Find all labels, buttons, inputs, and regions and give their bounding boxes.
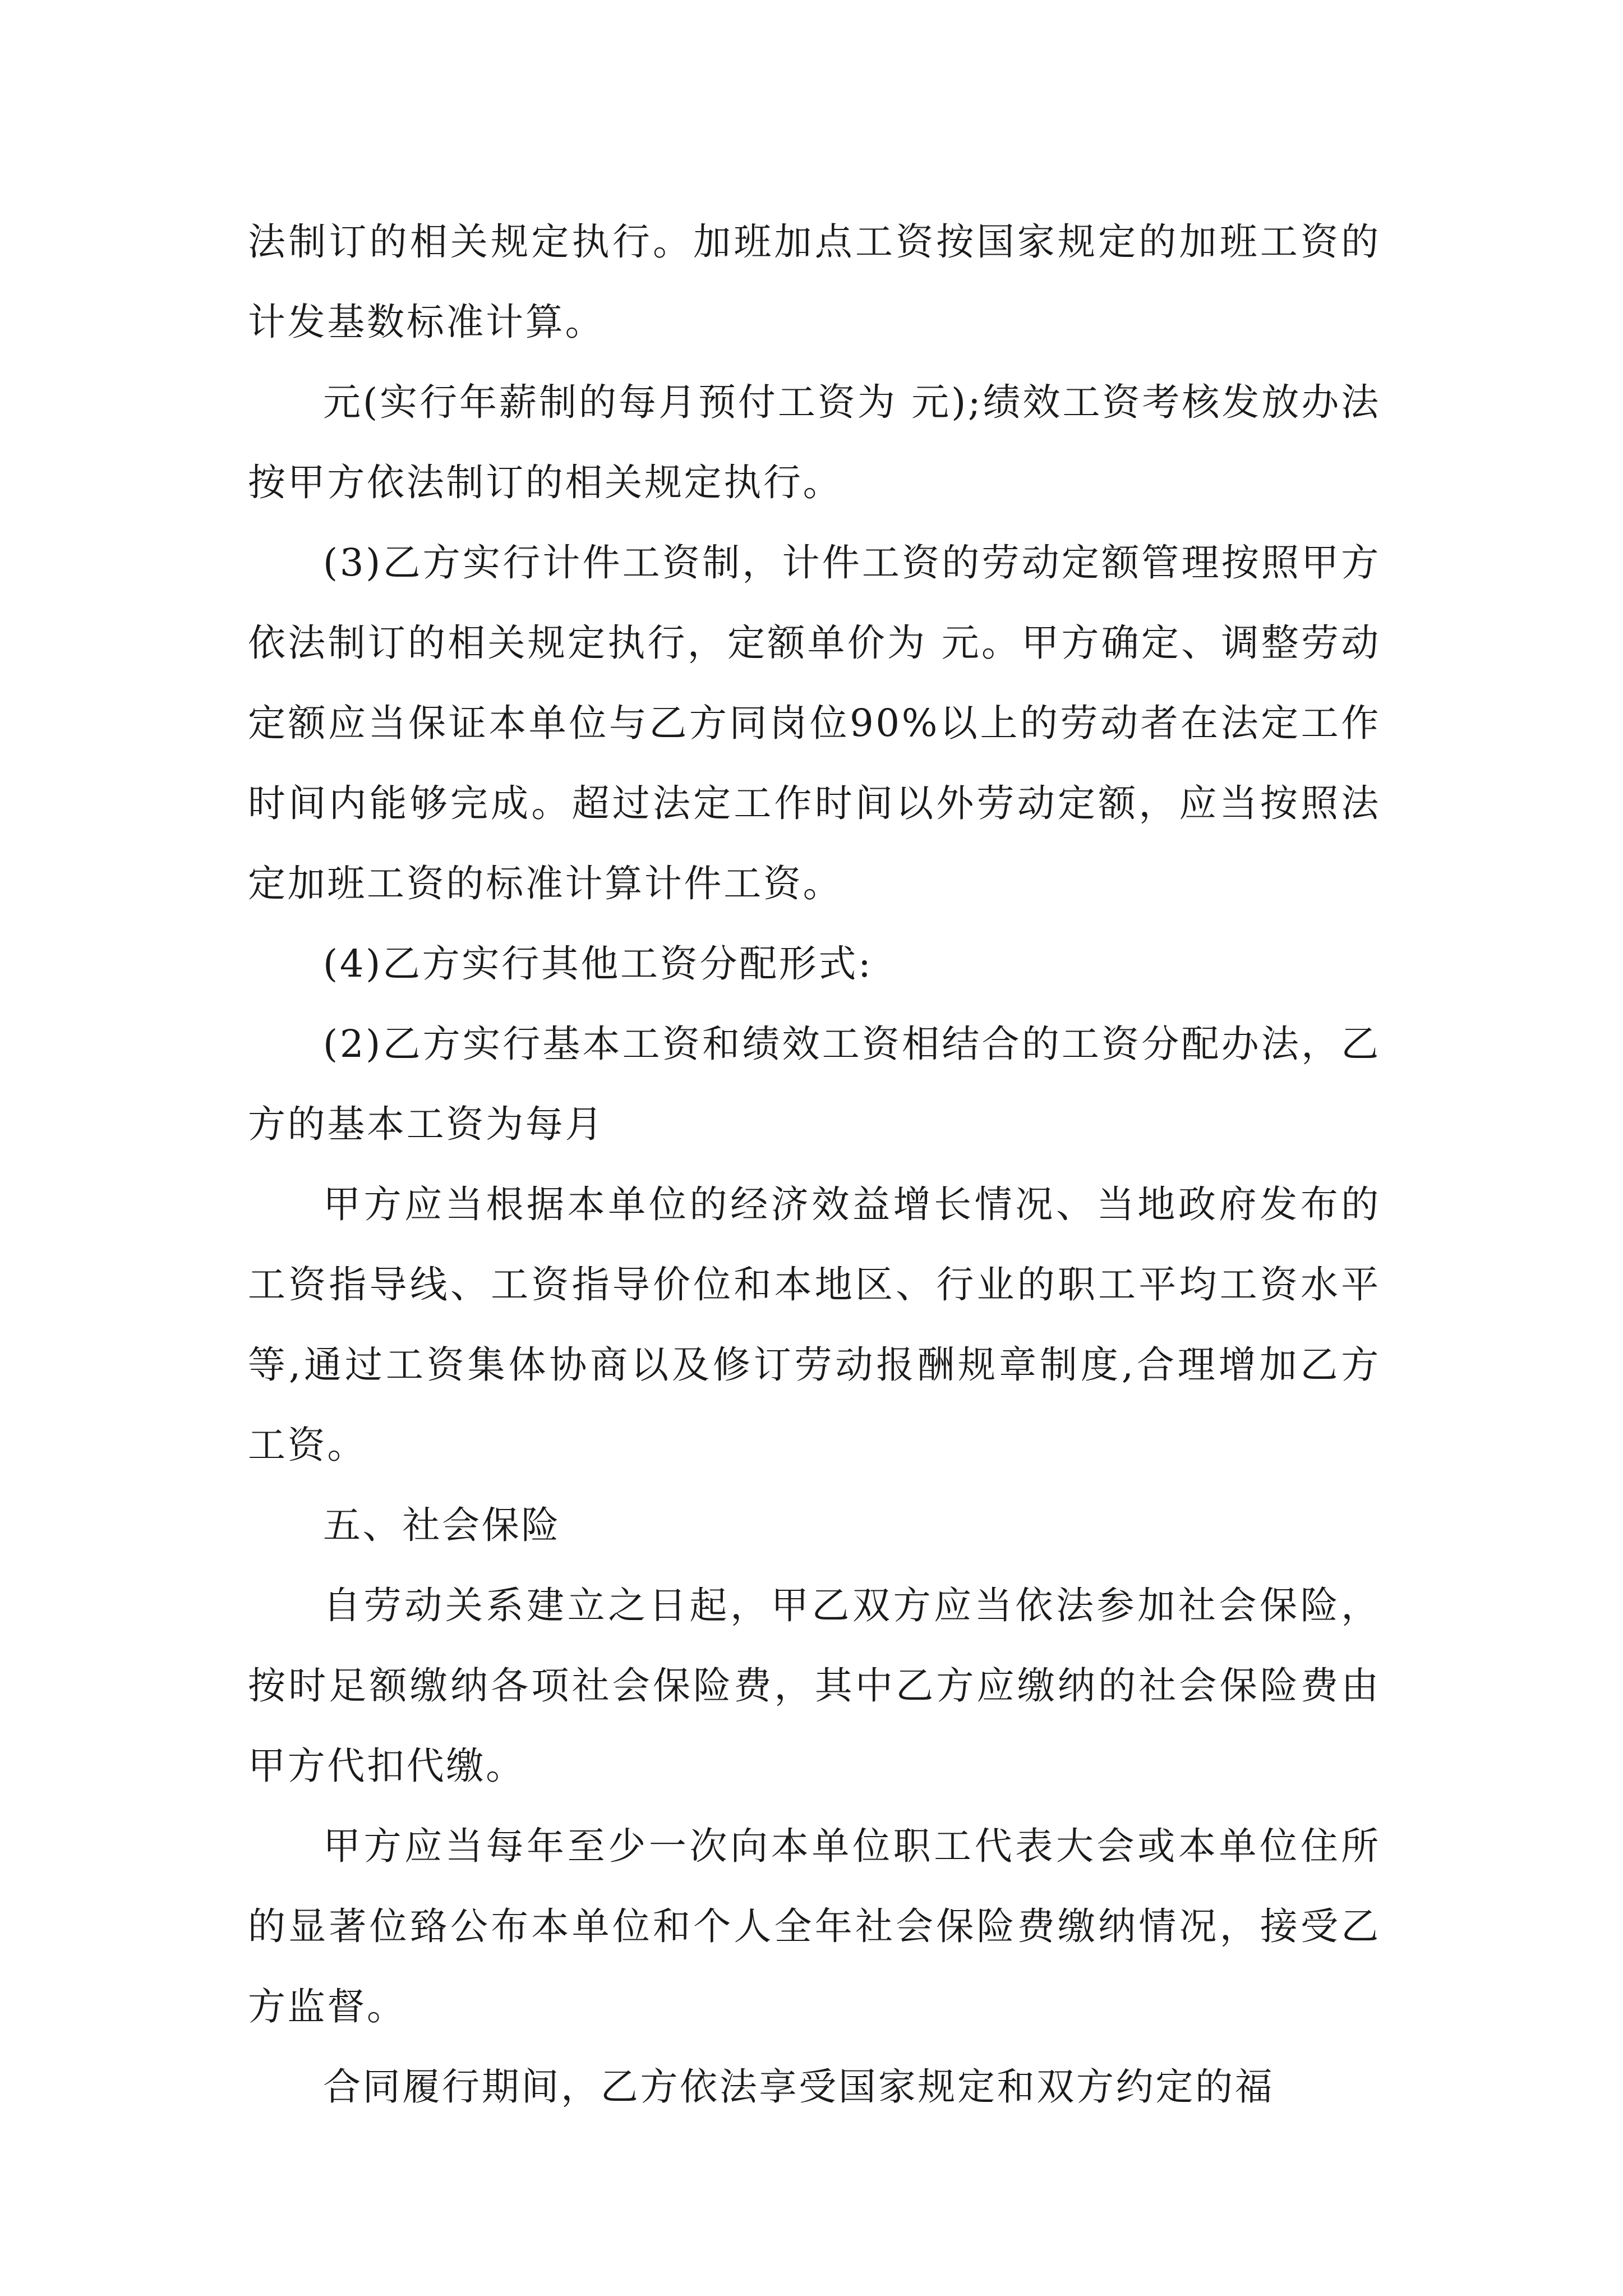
paragraph-basic-performance-wage: (2)乙方实行基本工资和绩效工资相结合的工资分配办法，乙方的基本工资为每月 bbox=[248, 1022, 1381, 1146]
paragraph-annual-salary: 元(实行年薪制的每月预付工资为 元);绩效工资考核发放办法按甲方依法制订的相关规定执行。 bbox=[248, 380, 1381, 504]
paragraph-benefits: 合同履行期间，乙方依法享受国家规定和双方约定的福 bbox=[323, 2065, 1275, 2109]
section-heading-social-insurance: 五、社会保险 bbox=[323, 1503, 561, 1547]
paragraph-piece-rate: (3)乙方实行计件工资制，计件工资的劳动定额管理按照甲方依法制订的相关规定执行，定额单价为 元。甲方确定、调整劳动定额应当保证本单位与乙方同岗位90%以上的劳动者在法定工作时间内能够完成。超过法定工作时间以外劳动定额，应当按照法定加班工资的标准计算计件工资。 bbox=[248, 541, 1381, 905]
paragraph-wage-increase: 甲方应当根据本单位的经济效益增长情况、当地政府发布的工资指导线、工资指导价位和本地区、行业的职工平均工资水平等,通过工资集体协商以及修订劳动报酬规章制度,合理增加乙方工资。 bbox=[248, 1182, 1381, 1467]
paragraph-insurance-participation: 自劳动关系建立之日起，甲乙双方应当依法参加社会保险，按时足额缴纳各项社会保险费，其中乙方应缴纳的社会保险费由甲方代扣代缴。 bbox=[248, 1584, 1381, 1788]
paragraph-insurance-disclosure: 甲方应当每年至少一次向本单位职工代表大会或本单位住所的显著位臵公布本单位和个人全年社会保险费缴纳情况，接受乙方监督。 bbox=[248, 1824, 1381, 2028]
document-body bbox=[248, 202, 1381, 2127]
paragraph-continuation: 法制订的相关规定执行。加班加点工资按国家规定的加班工资的计发基数标准计算。 bbox=[248, 220, 1381, 344]
paragraph-other-wage-forms: (4)乙方实行其他工资分配形式: bbox=[323, 942, 873, 986]
